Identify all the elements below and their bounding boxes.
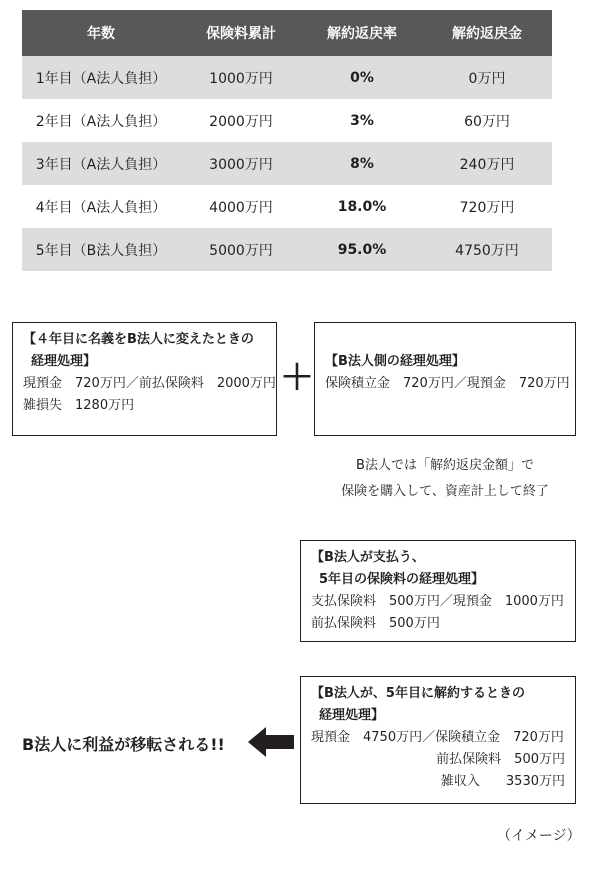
year5-cancellation-box (300, 676, 576, 804)
cell-value: 720万円 (459, 199, 515, 216)
table-row (22, 185, 552, 228)
journal-entry: 保険積立金 720万円／現預金 720万円 (325, 376, 570, 391)
cell-rate: 95.0% (302, 228, 422, 271)
cell-value: 4750万円 (422, 228, 552, 271)
cell-year: 3年目（A法人負担） (22, 142, 180, 185)
cell-value: 0万円 (422, 56, 552, 99)
cell-rate: 0% (302, 56, 422, 99)
image-caption: （イメージ） (497, 828, 581, 844)
header-surrender-value: 解約返戻金 (422, 10, 552, 56)
table-row (22, 99, 552, 142)
cell-year: 4年目（A法人負担） (35, 199, 167, 216)
note-line: B法人では「解約返戻金額」で (356, 458, 534, 473)
cell-premium: 2000万円 (209, 113, 273, 130)
plus-sign: ＋ (280, 358, 314, 398)
left-arrow-icon (248, 727, 294, 757)
journal-entry: 雑損失 1280万円 (23, 398, 135, 413)
box-title: 5年目の保険料の経理処理】 (319, 572, 485, 587)
cell-rate: 8% (302, 142, 422, 185)
table-header-row (22, 10, 552, 56)
note-line: 保険を購入して、資産計上して終了 (341, 484, 549, 499)
table-row (22, 142, 552, 185)
journal-entry: 支払保険料 500万円／現預金 1000万円 (311, 594, 564, 609)
header-premium-total: 保険料累計 (180, 10, 302, 56)
box-title: 経理処理】 (31, 354, 97, 369)
transfer-accounting-box (12, 322, 277, 436)
box-title: 【B法人側の経理処理】 (325, 354, 465, 369)
header-year: 年数 (22, 10, 180, 56)
journal-entry: 前払保険料 500万円 (311, 616, 440, 631)
cell-premium: 3000万円 (180, 142, 302, 185)
cell-rate: 18.0% (337, 198, 387, 215)
surrender-value-table (22, 10, 552, 271)
cell-year: 2年目（A法人負担） (35, 113, 167, 130)
box-title: 【B法人が、5年目に解約するときの (311, 686, 525, 701)
cell-premium: 5000万円 (180, 228, 302, 271)
b-corp-accounting-box (314, 322, 576, 436)
journal-entry: 現預金 4750万円／保険積立金 720万円 (311, 730, 564, 745)
year5-premium-box (300, 540, 576, 642)
cell-premium: 4000万円 (209, 199, 273, 216)
table-row (22, 228, 552, 271)
profit-transfer-text: B法人に利益が移転される!! (22, 735, 225, 754)
cell-premium: 1000万円 (180, 56, 302, 99)
cell-value: 240万円 (422, 142, 552, 185)
journal-entry: 雑収入 3530万円 (440, 774, 565, 789)
header-surrender-rate: 解約返戻率 (302, 10, 422, 56)
cell-year: 5年目（B法人負担） (22, 228, 180, 271)
journal-entry: 現預金 720万円／前払保険料 2000万円 (23, 376, 276, 391)
box-title: 【４年目に名義をB法人に変えたときの (23, 332, 254, 347)
cell-value: 60万円 (464, 113, 510, 130)
cell-rate: 3% (350, 112, 374, 129)
box-title: 経理処理】 (319, 708, 385, 723)
box-title: 【B法人が支払う、 (311, 550, 425, 565)
cell-year: 1年目（A法人負担） (22, 56, 180, 99)
table-row (22, 56, 552, 99)
journal-entry: 前払保険料 500万円 (436, 752, 565, 767)
